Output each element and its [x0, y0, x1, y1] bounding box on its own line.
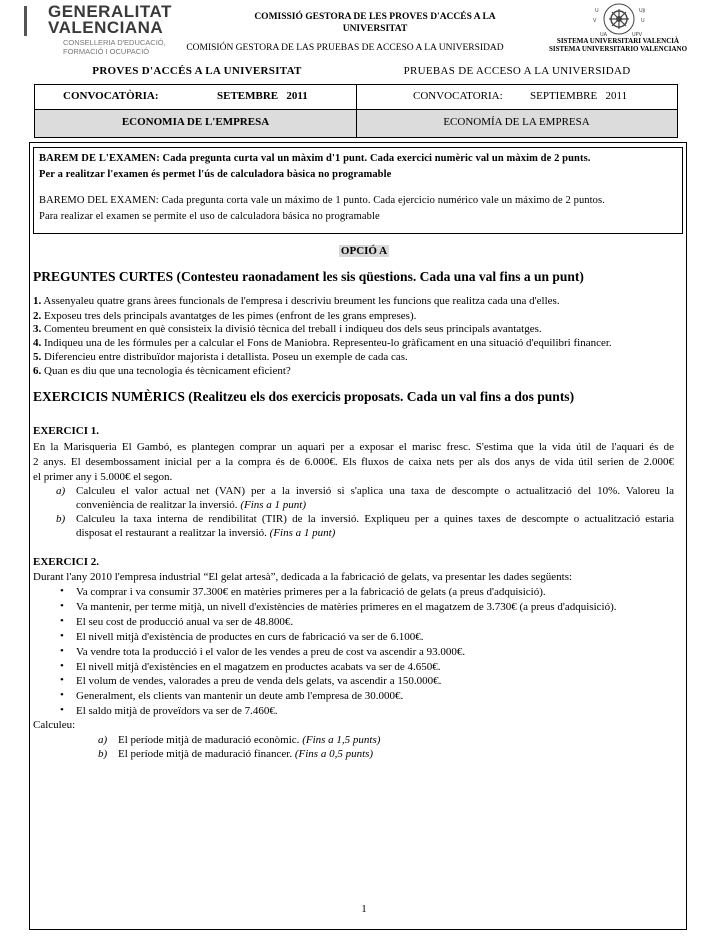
- exercise-1-line2: 2 anys. El desembossament inicial per a la compra és de 6.000€. Els fluxos de caixa nets per als dos anys de vida útil serien de 2.000€: [33, 456, 674, 468]
- question-text: Diferencieu entre distribuïdor majorista i detallista. Poseu un exemple de cada cas.: [41, 351, 408, 363]
- exercise-1-part-a-line1: Calculeu el valor actual net (VAN) per a la inversió si s'aplica una taxa de descompte o actualització del 10%. Valoreu la: [76, 485, 674, 497]
- option-title: [0, 245, 728, 257]
- page-number: 1: [361, 903, 367, 915]
- bullet-icon: •: [60, 629, 64, 642]
- exercise-2-data-item: El seu cost de producció anual va ser de 48.800€.: [76, 615, 294, 628]
- svg-text:U: U: [641, 18, 645, 24]
- question-5: [33, 350, 408, 365]
- bullet-icon: •: [60, 674, 64, 687]
- convocation-date-es: SEPTIEMBRE 2011: [530, 90, 628, 102]
- convocation-label-va: CONVOCATÒRIA:: [63, 90, 159, 102]
- question-text: Comenteu breument en què consisteix la divisió tècnica del treball i indiqueu dos dels seus principals avantatges.: [41, 323, 542, 335]
- commission-title-va: [210, 11, 540, 35]
- exercise-2-part-a-text: El període mitjà de maduració econòmic.: [118, 734, 300, 746]
- question-6: [33, 364, 291, 379]
- subject-es: ECONOMÍA DE LA EMPRESA: [443, 116, 590, 128]
- question-number: 5.: [33, 351, 42, 363]
- bullet-icon: •: [60, 659, 64, 672]
- question-text: Exposeu tres dels principals avantatges de les pimes (enfront de les grans empreses).: [41, 310, 417, 322]
- question-number: 6.: [33, 365, 42, 377]
- exercise-2-data-item: El nivell mitjà d'existència de productes en curs de fabricació va ser de 6.100€.: [76, 630, 424, 643]
- exercise-2-title: EXERCICI 2.: [33, 556, 100, 568]
- generalitat-logo-line1: GENERALITAT: [48, 2, 172, 21]
- bullet-icon: •: [60, 689, 64, 702]
- exercise-2-data-item: Va vendre tota la producció i el valor de les vendes a preu de cost va ascendir a 93.000€.: [76, 645, 466, 658]
- exam-info-divider: [356, 85, 357, 137]
- question-text: Indiqueu una de les fórmules per a calcular el Fons de Maniobra. Representeu-lo gràficament en una situació d'equilibri financer.: [41, 337, 612, 349]
- exercise-1-part-b-label: b): [56, 513, 66, 525]
- svg-text:V: V: [593, 18, 597, 24]
- exercise-2-part-a: [118, 733, 380, 748]
- question-4: [33, 336, 612, 351]
- svg-text:Uji: Uji: [639, 8, 646, 14]
- exam-info-table: [34, 84, 678, 138]
- exercise-1-part-b-line1: Calculeu la taxa interna de rendibilitat (TIR) de la inversió. Expliqueu per a quines taxes de descompte o actualització estaria: [76, 513, 674, 525]
- exercise-1-part-a-points: (Fins a 1 punt): [240, 499, 307, 511]
- exercise-2-part-b-points: (Fins a 0,5 punts): [294, 748, 374, 760]
- question-text: Assenyaleu quatre grans àrees funcionals de l'empresa i descriviu breument les funcions que realitza cada una d'elles.: [41, 295, 560, 307]
- exercise-2-intro: Durant l'any 2010 l'empresa industrial “El gelat artesà”, dedicada a la fabricació de gelats, va presentar les dades següents:: [33, 571, 573, 583]
- exercise-1-title: EXERCICI 1.: [33, 425, 100, 437]
- numeric-exercises-heading: EXERCICIS NUMÈRICS (Realitzeu els dos exercicis proposats. Cada un val fins a dos punts): [33, 389, 575, 404]
- exercise-1-line1: En la Marisqueria El Gambó, es plantegen comprar un aquari per a exposar el marisc fresc. S'estima que la vida útil de l'aquari és de: [33, 441, 674, 453]
- svg-text:UA: UA: [600, 32, 608, 38]
- question-number: 4.: [33, 337, 42, 349]
- university-system-name-es: SISTEMA UNIVERSITARIO VALENCIANO: [548, 45, 688, 53]
- convocation-date-va: SETEMBRE 2011: [217, 90, 308, 102]
- grading-scheme-va-line1: BAREM DE L'EXAMEN: Cada pregunta curta val un màxim d'1 punt. Cada exercici numèric val un màxim de 2 punts.: [39, 153, 591, 164]
- generalitat-logo-line2: VALENCIANA: [48, 18, 164, 37]
- exercise-1-part-a-text: conveniència de realitzar la inversió.: [76, 499, 238, 511]
- question-number: 1.: [33, 295, 42, 307]
- exercise-2-part-b-label: b): [98, 748, 108, 760]
- generalitat-logo-mark: [24, 6, 47, 36]
- bullet-icon: •: [60, 599, 64, 612]
- question-number: 2.: [33, 310, 42, 322]
- grading-scheme-va-line2: Per a realitzar l'examen és permet l'ús de calculadora bàsica no programable: [39, 169, 392, 180]
- exercise-2-data-item: El saldo mitjà de proveïdors va ser de 7.460€.: [76, 705, 278, 718]
- exam-title-va: PROVES D'ACCÉS A LA UNIVERSITAT: [92, 65, 302, 77]
- bullet-icon: •: [60, 614, 64, 627]
- option-title-text: OPCIÓ A: [340, 245, 388, 257]
- exercise-2-data-item: Va comprar i va consumir 37.300€ en matèries primeres per a la fabricació de gelats (a preus d'adquisició).: [76, 586, 546, 598]
- exam-title-es: PRUEBAS DE ACCESO A LA UNIVERSIDAD: [403, 65, 631, 77]
- question-1: [33, 294, 560, 309]
- convocation-label-es: CONVOCATORIA:: [413, 90, 503, 102]
- exercise-1-part-a-label: a): [56, 485, 66, 497]
- subject-va: ECONOMIA DE L'EMPRESA: [121, 116, 270, 128]
- exercise-1-part-b-text: disposat el restaurant a realitzar la inversió.: [76, 527, 267, 539]
- commission-title-es: COMISIÓN GESTORA DE LAS PRUEBAS DE ACCESO A LA UNIVERSIDAD: [186, 43, 504, 53]
- exercise-1-part-a-line2: [76, 498, 306, 513]
- short-questions-heading: PREGUNTES CURTES (Contesteu raonadament les sis qüestions. Cada una val fins a un punt): [33, 269, 584, 284]
- generalitat-dept-line1: CONSELLERIA D'EDUCACIÓ,: [63, 38, 166, 47]
- grading-scheme-es-line1: BAREMO DEL EXAMEN: Cada pregunta corta vale un máximo de 1 punto. Cada ejercicio numérico vale un máximo de 2 puntos.: [39, 195, 605, 206]
- exercise-2-data-item: El nivell mitjà d'existències en el magatzem en productes acabats va ser de 4.650€.: [76, 660, 441, 673]
- grading-scheme-box: [33, 147, 683, 234]
- exercise-2-data-item: El volum de vendes, valorades a preu de venda dels gelats, va ascendir a 150.000€.: [76, 675, 442, 688]
- exercise-1-part-b-points: (Fins a 1 punt): [269, 527, 336, 539]
- question-text: Quan es diu que una tecnologia és tècnicament eficient?: [41, 365, 291, 377]
- exercise-2-part-a-points: (Fins a 1,5 punts): [302, 734, 381, 746]
- bullet-icon: •: [60, 585, 64, 597]
- university-system-name-va: SISTEMA UNIVERSITARI VALENCIÀ: [556, 37, 680, 45]
- exercise-2-part-b-text: El període mitjà de maduració financer.: [118, 748, 293, 760]
- exercise-2-part-a-label: a): [98, 734, 108, 746]
- bullet-icon: •: [60, 644, 64, 657]
- exercise-2-part-b: [118, 747, 373, 762]
- commission-title-va-line1: COMISSIÓ GESTORA DE LES PROVES D'ACCÉS A LA: [254, 12, 496, 22]
- bullet-icon: •: [60, 704, 64, 717]
- exercise-2-data-item: Generalment, els clients van mantenir un deute amb l'empresa de 30.000€.: [76, 690, 404, 703]
- grading-scheme-es-line2: Para realizar el examen se permite el uso de calculadora básica no programable: [39, 211, 380, 222]
- question-number: 3.: [33, 323, 42, 335]
- commission-title-va-line2: UNIVERSITAT: [342, 24, 408, 34]
- svg-text:U: U: [595, 8, 599, 14]
- generalitat-dept-line2: FORMACIÓ I OCUPACIÓ: [63, 47, 150, 56]
- exercise-1-part-b-line2: [76, 526, 335, 541]
- exercise-2-data-item: Va mantenir, per terme mitjà, un nivell d'existències de matèries primeres en el magatzem de 3.730€ (a preus d'adquisició).: [76, 600, 617, 613]
- exercise-2-calculate-label: Calculeu:: [33, 719, 76, 731]
- svg-text:UPV: UPV: [632, 32, 643, 38]
- exercise-1-line3: el primer any i 5.000€ el segon.: [33, 471, 173, 483]
- question-3: [33, 322, 542, 337]
